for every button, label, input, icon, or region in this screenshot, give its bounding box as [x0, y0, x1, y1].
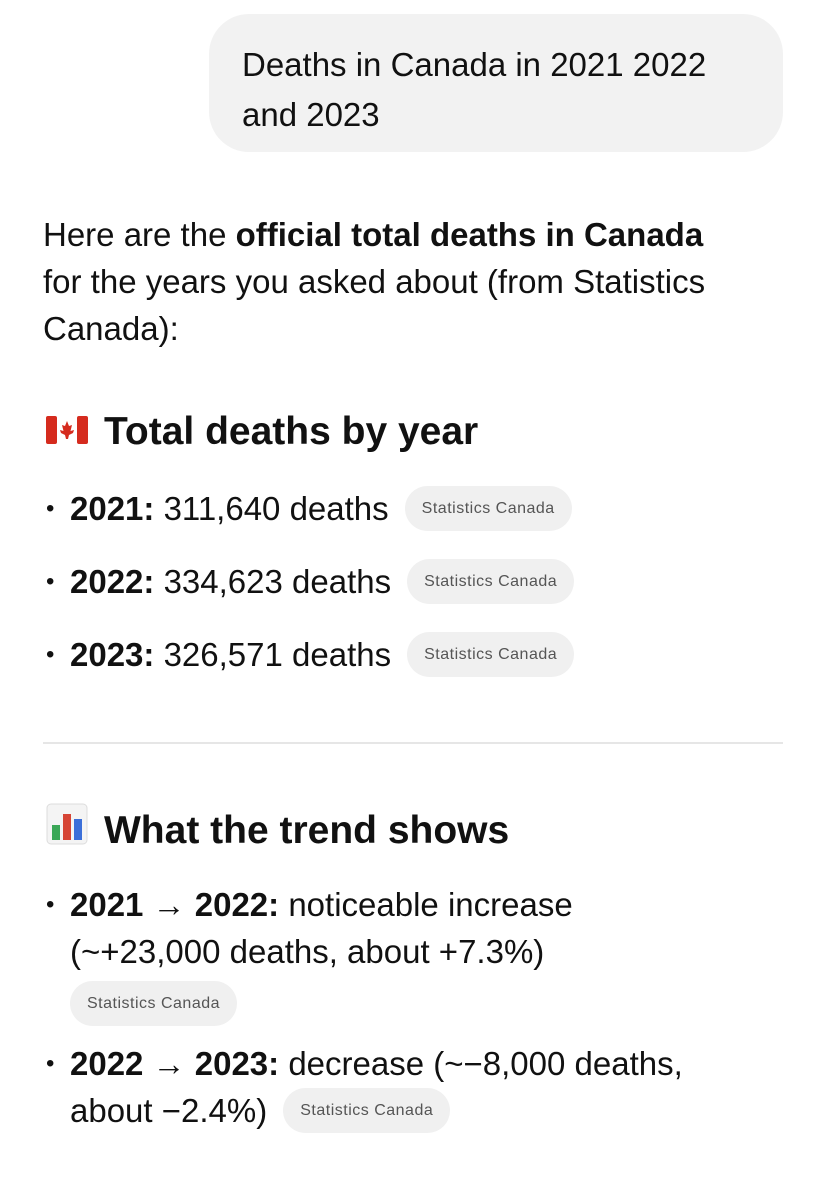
source-chip[interactable]: Statistics Canada [407, 632, 574, 677]
bar-chart-icon [46, 803, 88, 858]
source-chip[interactable]: Statistics Canada [407, 559, 574, 604]
bullet-dot: • [46, 891, 55, 918]
item-label: 2021 → 2022: [70, 886, 280, 923]
item-text: noticeable increase [279, 886, 573, 923]
source-chip[interactable]: Statistics Canada [283, 1088, 450, 1133]
section-heading-trend [46, 803, 509, 858]
bullet-dot: • [46, 641, 55, 668]
item-text: (~+23,000 deaths, about +7.3%) [70, 933, 545, 970]
bullet-dot: • [46, 495, 55, 522]
list-item [46, 485, 796, 534]
user-message-line: and 2023 [242, 96, 380, 133]
list-item [46, 631, 796, 680]
item-year: 2021: [70, 490, 155, 527]
bullet-dot: • [46, 568, 55, 595]
section-heading-totals [46, 407, 478, 457]
section-title: What the trend shows [104, 808, 510, 852]
list-item [46, 558, 796, 607]
item-text: decrease (~−8,000 deaths, [279, 1045, 683, 1082]
source-chip[interactable]: Statistics Canada [405, 486, 572, 531]
canada-flag-icon [46, 407, 88, 457]
item-label: 2022 → 2023: [70, 1045, 280, 1082]
item-text: 334,623 deaths [154, 563, 392, 600]
intro-text: Here are the [43, 216, 236, 253]
list-item [46, 881, 796, 1026]
section-divider [43, 742, 783, 744]
intro-bold: official total deaths in Canada [235, 216, 704, 253]
assistant-intro [43, 211, 803, 352]
item-year: 2022: [70, 563, 155, 600]
section-title: Total deaths by year [104, 410, 479, 453]
bullet-dot: • [46, 1050, 55, 1077]
user-message-bubble [209, 14, 783, 152]
list-item [46, 1040, 796, 1136]
user-message-line: Deaths in Canada in 2021 2022 [242, 46, 707, 83]
item-text: 311,640 deaths [154, 490, 389, 527]
item-text: about −2.4%) [70, 1092, 268, 1129]
intro-text: Canada): [43, 310, 179, 347]
item-year: 2023: [70, 636, 155, 673]
intro-text: for the years you asked about (from Statistics [43, 263, 706, 300]
item-text: 326,571 deaths [154, 636, 392, 673]
source-chip[interactable]: Statistics Canada [70, 981, 237, 1026]
